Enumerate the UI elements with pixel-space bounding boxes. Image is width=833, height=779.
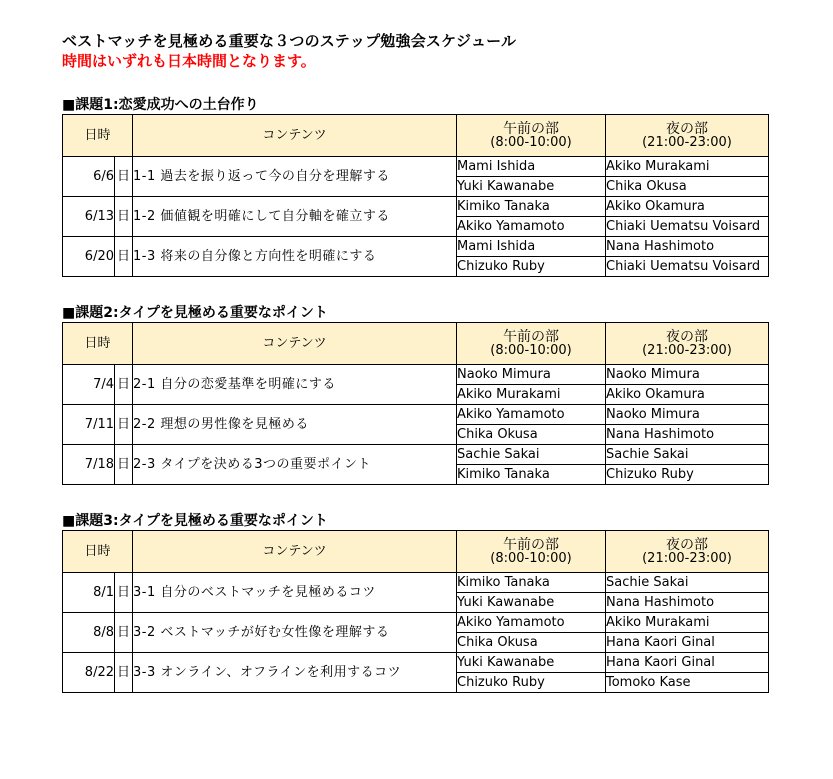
session-content: 2-3 タイプを決める3つの重要ポイント bbox=[133, 445, 457, 485]
schedule-table bbox=[62, 530, 769, 693]
morning-instructor: Mami Ishida bbox=[457, 237, 606, 257]
session-date: 6/13 bbox=[63, 197, 115, 237]
session-date: 8/22 bbox=[63, 653, 115, 693]
night-instructor: Nana Hashimoto bbox=[606, 593, 769, 613]
schedule-title: ベストマッチを見極める重要な３つのステップ勉強会スケジュール bbox=[62, 32, 517, 50]
night-instructor: Sachie Sakai bbox=[606, 445, 769, 465]
session-weekday: 日 bbox=[115, 365, 133, 405]
header-morning-label: 午前の部 bbox=[503, 121, 559, 137]
header-content: コンテンツ bbox=[133, 323, 457, 365]
header-morning bbox=[457, 115, 606, 157]
session-weekday: 日 bbox=[115, 573, 133, 613]
header-date: 日時 bbox=[63, 115, 133, 157]
morning-instructor: Akiko Yamamoto bbox=[457, 613, 606, 633]
morning-instructor: Kimiko Tanaka bbox=[457, 197, 606, 217]
night-instructor: Akiko Okamura bbox=[606, 197, 769, 217]
table-row bbox=[63, 237, 769, 257]
session-weekday: 日 bbox=[115, 653, 133, 693]
session-date: 6/20 bbox=[63, 237, 115, 277]
table-row bbox=[63, 613, 769, 633]
header-night-label: 夜の部 bbox=[666, 329, 708, 345]
night-instructor: Chika Okusa bbox=[606, 177, 769, 197]
section-heading: ■課題2:タイプを見極める重要なポイント bbox=[62, 305, 328, 321]
header-night bbox=[606, 323, 769, 365]
night-instructor: Akiko Okamura bbox=[606, 385, 769, 405]
night-instructor: Nana Hashimoto bbox=[606, 237, 769, 257]
session-date: 7/18 bbox=[63, 445, 115, 485]
night-instructor: Akiko Murakami bbox=[606, 157, 769, 177]
header-morning-label: 午前の部 bbox=[503, 329, 559, 345]
morning-instructor: Akiko Yamamoto bbox=[457, 405, 606, 425]
session-weekday: 日 bbox=[115, 237, 133, 277]
header-night bbox=[606, 115, 769, 157]
session-content: 2-2 理想の男性像を見極める bbox=[133, 405, 457, 445]
morning-instructor: Kimiko Tanaka bbox=[457, 465, 606, 485]
header-morning-time: (8:00-10:00) bbox=[490, 135, 572, 150]
morning-instructor: Yuki Kawanabe bbox=[457, 593, 606, 613]
header-date: 日時 bbox=[63, 531, 133, 573]
session-content: 3-2 ベストマッチが好む女性像を理解する bbox=[133, 613, 457, 653]
session-date: 7/11 bbox=[63, 405, 115, 445]
header-row bbox=[63, 323, 769, 365]
morning-instructor: Akiko Murakami bbox=[457, 385, 606, 405]
night-instructor: Naoko Mimura bbox=[606, 365, 769, 385]
session-weekday: 日 bbox=[115, 613, 133, 653]
morning-instructor: Yuki Kawanabe bbox=[457, 177, 606, 197]
session-date: 8/8 bbox=[63, 613, 115, 653]
night-instructor: Chizuko Ruby bbox=[606, 465, 769, 485]
header-content: コンテンツ bbox=[133, 115, 457, 157]
session-date: 6/6 bbox=[63, 157, 115, 197]
header-morning bbox=[457, 531, 606, 573]
session-date: 7/4 bbox=[63, 365, 115, 405]
header-night bbox=[606, 531, 769, 573]
morning-instructor: Yuki Kawanabe bbox=[457, 653, 606, 673]
night-instructor: Tomoko Kase bbox=[606, 673, 769, 693]
header-row bbox=[63, 115, 769, 157]
session-weekday: 日 bbox=[115, 405, 133, 445]
header-night-time: (21:00-23:00) bbox=[642, 551, 732, 566]
table-row bbox=[63, 573, 769, 593]
night-instructor: Akiko Murakami bbox=[606, 613, 769, 633]
section-heading: ■課題1:恋愛成功への土台作り bbox=[62, 97, 259, 113]
schedule-table bbox=[62, 322, 769, 485]
session-content: 3-3 オンライン、オフラインを利用するコツ bbox=[133, 653, 457, 693]
session-content: 1-1 過去を振り返って今の自分を理解する bbox=[133, 157, 457, 197]
header-morning-time: (8:00-10:00) bbox=[490, 343, 572, 358]
section-heading: ■課題3:タイプを見極める重要なポイント bbox=[62, 513, 328, 529]
table-row bbox=[63, 365, 769, 385]
header-night-time: (21:00-23:00) bbox=[642, 135, 732, 150]
header-night-time: (21:00-23:00) bbox=[642, 343, 732, 358]
morning-instructor: Naoko Mimura bbox=[457, 365, 606, 385]
session-content: 2-1 自分の恋愛基準を明確にする bbox=[133, 365, 457, 405]
night-instructor: Chiaki Uematsu Voisard bbox=[606, 257, 769, 277]
timezone-note: 時間はいずれも日本時間となります。 bbox=[62, 52, 316, 70]
morning-instructor: Mami Ishida bbox=[457, 157, 606, 177]
session-content: 1-2 価値観を明確にして自分軸を確立する bbox=[133, 197, 457, 237]
morning-instructor: Chizuko Ruby bbox=[457, 673, 606, 693]
morning-instructor: Sachie Sakai bbox=[457, 445, 606, 465]
session-content: 1-3 将来の自分像と方向性を明確にする bbox=[133, 237, 457, 277]
morning-instructor: Kimiko Tanaka bbox=[457, 573, 606, 593]
header-date: 日時 bbox=[63, 323, 133, 365]
header-night-label: 夜の部 bbox=[666, 537, 708, 553]
table-row bbox=[63, 157, 769, 177]
table-row bbox=[63, 653, 769, 673]
header-night-label: 夜の部 bbox=[666, 121, 708, 137]
session-weekday: 日 bbox=[115, 197, 133, 237]
night-instructor: Nana Hashimoto bbox=[606, 425, 769, 445]
session-date: 8/1 bbox=[63, 573, 115, 613]
morning-instructor: Chizuko Ruby bbox=[457, 257, 606, 277]
night-instructor: Naoko Mimura bbox=[606, 405, 769, 425]
schedule-table bbox=[62, 114, 769, 277]
morning-instructor: Chika Okusa bbox=[457, 633, 606, 653]
session-weekday: 日 bbox=[115, 445, 133, 485]
table-row bbox=[63, 197, 769, 217]
session-weekday: 日 bbox=[115, 157, 133, 197]
header-morning-time: (8:00-10:00) bbox=[490, 551, 572, 566]
night-instructor: Hana Kaori Ginal bbox=[606, 653, 769, 673]
morning-instructor: Akiko Yamamoto bbox=[457, 217, 606, 237]
table-row bbox=[63, 405, 769, 425]
night-instructor: Sachie Sakai bbox=[606, 573, 769, 593]
header-content: コンテンツ bbox=[133, 531, 457, 573]
table-row bbox=[63, 445, 769, 465]
session-content: 3-1 自分のベストマッチを見極めるコツ bbox=[133, 573, 457, 613]
header-morning-label: 午前の部 bbox=[503, 537, 559, 553]
morning-instructor: Chika Okusa bbox=[457, 425, 606, 445]
header-row bbox=[63, 531, 769, 573]
night-instructor: Chiaki Uematsu Voisard bbox=[606, 217, 769, 237]
header-morning bbox=[457, 323, 606, 365]
night-instructor: Hana Kaori Ginal bbox=[606, 633, 769, 653]
